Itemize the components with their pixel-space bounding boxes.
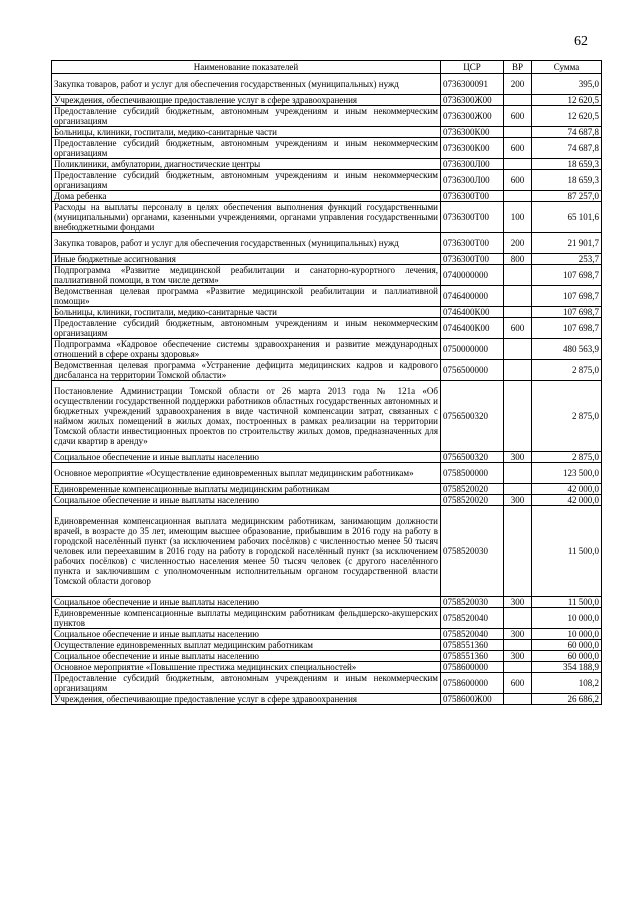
- row-name-cell: Единовременная компенсационная выплата медицинским работникам, занимающим должности врачей, в возрасте до 35 лет, имеющим высшее образование, прибывшим в 2016 году на работу в городской населённый пункт (за исключением рабочих посёлков) с численностью менее 50 тысяч человек или переехавшим в 2016 году на работу в городской населённый пункт (за исключением рабочих посёлков) с численностью населения менее 50 тысяч человек (с другого населённого пункта и заключившим с уполномоченным исполнительным органом государственной власти Томской области договор: [52, 506, 441, 597]
- header-name: Наименование показателей: [52, 61, 441, 74]
- table-row: [52, 106, 602, 127]
- row-name-cell: Социальное обеспечение и иные выплаты населению: [52, 495, 441, 506]
- row-sum-cell: 87 257,0: [532, 191, 602, 202]
- row-name-cell: Больницы, клиники, госпитали, медико-санитарные части: [52, 307, 441, 318]
- row-csr-cell: 0746400К00: [441, 318, 504, 339]
- row-vr-cell: 200: [504, 74, 532, 95]
- budget-table: [51, 60, 602, 705]
- table-row: [52, 95, 602, 106]
- row-sum-cell: 11 500,0: [532, 506, 602, 597]
- table-row: [52, 170, 602, 191]
- row-sum-cell: 107 698,7: [532, 286, 602, 307]
- row-sum-cell: 18 659,3: [532, 159, 602, 170]
- row-name-cell: Осуществление единовременных выплат медицинским работникам: [52, 640, 441, 651]
- row-sum-cell: 480 563,9: [532, 339, 602, 360]
- row-csr-cell: 0758520030: [441, 506, 504, 597]
- row-csr-cell: 0758600000: [441, 662, 504, 673]
- row-name-cell: Единовременные компенсационные выплаты медицинским работникам: [52, 484, 441, 495]
- row-sum-cell: 2 875,0: [532, 381, 602, 452]
- table-row: [52, 233, 602, 254]
- row-vr-cell: 600: [504, 138, 532, 159]
- row-vr-cell: [504, 95, 532, 106]
- table-row: [52, 673, 602, 694]
- table-row: [52, 307, 602, 318]
- row-sum-cell: 18 659,3: [532, 170, 602, 191]
- row-csr-cell: 0736300091: [441, 74, 504, 95]
- row-vr-cell: [504, 159, 532, 170]
- row-name-cell: Учреждения, обеспечивающие предоставление услуг в сфере здравоохранения: [52, 694, 441, 705]
- row-vr-cell: [504, 339, 532, 360]
- row-vr-cell: [504, 640, 532, 651]
- row-name-cell: Иные бюджетные ассигнования: [52, 254, 441, 265]
- row-csr-cell: 0758551360: [441, 651, 504, 662]
- row-name-cell: Закупка товаров, работ и услуг для обеспечения государственных (муниципальных) нужд: [52, 74, 441, 95]
- row-csr-cell: 0736300К00: [441, 127, 504, 138]
- row-name-cell: Поликлиники, амбулатории, диагностические центры: [52, 159, 441, 170]
- row-sum-cell: 26 686,2: [532, 694, 602, 705]
- row-name-cell: Постановление Администрации Томской области от 26 марта 2013 года № 121а «Об осуществлении государственной поддержки работников областных государственных автономных и бюджетных учреждений здравоохранения в виде частичной компенсации затрат, связанных с наймом жилых помещений в жилых домах, построенных в рамках реализации на территории Томской области инвестиционных проектов по строительству жилых домов, предназначенных для сдачи квартир в аренду»: [52, 381, 441, 452]
- row-sum-cell: 60 000,0: [532, 651, 602, 662]
- row-sum-cell: 10 000,0: [532, 629, 602, 640]
- row-vr-cell: [504, 381, 532, 452]
- row-sum-cell: 107 698,7: [532, 265, 602, 286]
- page-number: 62: [574, 34, 588, 49]
- row-sum-cell: 123 500,0: [532, 463, 602, 484]
- row-csr-cell: 0736300Т00: [441, 191, 504, 202]
- row-csr-cell: 0758520040: [441, 608, 504, 629]
- row-name-cell: Подпрограмма «Кадровое обеспечение системы здравоохранения и развитие международных отношений в сфере охраны здоровья»: [52, 339, 441, 360]
- row-csr-cell: 0736300Л00: [441, 170, 504, 191]
- row-name-cell: Социальное обеспечение и иные выплаты населению: [52, 597, 441, 608]
- row-csr-cell: 0758520020: [441, 484, 504, 495]
- row-csr-cell: 0736300Ж00: [441, 106, 504, 127]
- row-csr-cell: 0736300Т00: [441, 202, 504, 233]
- table-row: [52, 360, 602, 381]
- row-vr-cell: [504, 506, 532, 597]
- row-vr-cell: [504, 694, 532, 705]
- row-csr-cell: 0736300Т00: [441, 233, 504, 254]
- row-name-cell: Ведомственная целевая программа «Развитие медицинской реабилитации и паллиативной помощи»: [52, 286, 441, 307]
- row-name-cell: Социальное обеспечение и иные выплаты населению: [52, 452, 441, 463]
- header-csr: ЦСР: [441, 61, 504, 74]
- table-row: [52, 339, 602, 360]
- row-vr-cell: 300: [504, 597, 532, 608]
- row-vr-cell: [504, 286, 532, 307]
- row-vr-cell: [504, 265, 532, 286]
- row-name-cell: Ведомственная целевая программа «Устранение дефицита медицинских кадров и кадрового дисбаланса на территории Томской области»: [52, 360, 441, 381]
- table-row: [52, 452, 602, 463]
- table-row: [52, 74, 602, 95]
- row-name-cell: Предоставление субсидий бюджетным, автономным учреждениям и иным некоммерческим организациям: [52, 106, 441, 127]
- row-vr-cell: 600: [504, 318, 532, 339]
- row-sum-cell: 108,2: [532, 673, 602, 694]
- row-vr-cell: [504, 608, 532, 629]
- table-row: [52, 484, 602, 495]
- row-name-cell: Предоставление субсидий бюджетным, автономным учреждениям и иным некоммерческим организациям: [52, 673, 441, 694]
- header-sum: Сумма: [532, 61, 602, 74]
- table-row: [52, 506, 602, 597]
- row-name-cell: Социальное обеспечение и иные выплаты населению: [52, 651, 441, 662]
- table-row: [52, 286, 602, 307]
- table-row: [52, 629, 602, 640]
- row-csr-cell: 0736300Л00: [441, 159, 504, 170]
- table-row: [52, 318, 602, 339]
- table-row: [52, 138, 602, 159]
- table-header-row: [52, 61, 602, 74]
- row-vr-cell: 800: [504, 254, 532, 265]
- row-sum-cell: 42 000,0: [532, 484, 602, 495]
- row-sum-cell: 354 188,9: [532, 662, 602, 673]
- table-row: [52, 254, 602, 265]
- row-sum-cell: 10 000,0: [532, 608, 602, 629]
- table-row: [52, 597, 602, 608]
- table-row: [52, 694, 602, 705]
- row-name-cell: Предоставление субсидий бюджетным, автономным учреждениям и иным некоммерческим организациям: [52, 318, 441, 339]
- row-vr-cell: 600: [504, 106, 532, 127]
- row-vr-cell: 300: [504, 452, 532, 463]
- row-csr-cell: 0736300К00: [441, 138, 504, 159]
- row-name-cell: Расходы на выплаты персоналу в целях обеспечения выполнения функций государственными (муниципальными) органами, казенными учреждениями, органами управления государственными внебюджетными фондами: [52, 202, 441, 233]
- row-sum-cell: 2 875,0: [532, 452, 602, 463]
- row-sum-cell: 65 101,6: [532, 202, 602, 233]
- row-csr-cell: 0736300Т00: [441, 254, 504, 265]
- row-vr-cell: 600: [504, 170, 532, 191]
- row-name-cell: Основное мероприятие «Повышение престижа медицинских специальностей»: [52, 662, 441, 673]
- table-row: [52, 191, 602, 202]
- table-row: [52, 640, 602, 651]
- row-csr-cell: 0758520040: [441, 629, 504, 640]
- table-row: [52, 159, 602, 170]
- row-sum-cell: 11 500,0: [532, 597, 602, 608]
- row-name-cell: Дома ребенка: [52, 191, 441, 202]
- row-csr-cell: 0758520020: [441, 495, 504, 506]
- row-sum-cell: 107 698,7: [532, 307, 602, 318]
- row-vr-cell: [504, 662, 532, 673]
- row-sum-cell: 21 901,7: [532, 233, 602, 254]
- row-sum-cell: 395,0: [532, 74, 602, 95]
- header-vr: ВР: [504, 61, 532, 74]
- row-name-cell: Подпрограмма «Развитие медицинской реабилитации и санаторно-курортного лечения, паллиативной помощи, в том числе детям»: [52, 265, 441, 286]
- row-csr-cell: 0740000000: [441, 265, 504, 286]
- row-name-cell: Единовременные компенсационные выплаты медицинским работникам фельдшерско-акушерских пунктов: [52, 608, 441, 629]
- row-name-cell: Учреждения, обеспечивающие предоставление услуг в сфере здравоохранения: [52, 95, 441, 106]
- row-vr-cell: [504, 484, 532, 495]
- row-csr-cell: 0750000000: [441, 339, 504, 360]
- row-vr-cell: [504, 127, 532, 138]
- table-row: [52, 381, 602, 452]
- row-name-cell: Предоставление субсидий бюджетным, автономным учреждениям и иным некоммерческим организациям: [52, 170, 441, 191]
- table-row: [52, 662, 602, 673]
- row-sum-cell: 60 000,0: [532, 640, 602, 651]
- row-vr-cell: 600: [504, 673, 532, 694]
- row-csr-cell: 0758500000: [441, 463, 504, 484]
- row-csr-cell: 0736300Ж00: [441, 95, 504, 106]
- row-vr-cell: 300: [504, 495, 532, 506]
- row-sum-cell: 107 698,7: [532, 318, 602, 339]
- row-sum-cell: 74 687,8: [532, 127, 602, 138]
- row-csr-cell: 0756500320: [441, 452, 504, 463]
- row-vr-cell: [504, 463, 532, 484]
- row-vr-cell: [504, 191, 532, 202]
- row-sum-cell: 12 620,5: [532, 95, 602, 106]
- row-csr-cell: 0758520030: [441, 597, 504, 608]
- table-row: [52, 495, 602, 506]
- row-csr-cell: 0758600Ж00: [441, 694, 504, 705]
- table-row: [52, 463, 602, 484]
- table-row: [52, 127, 602, 138]
- row-name-cell: Основное мероприятие «Осуществление единовременных выплат медицинским работникам»: [52, 463, 441, 484]
- row-vr-cell: [504, 360, 532, 381]
- table-row: [52, 608, 602, 629]
- row-name-cell: Социальное обеспечение и иные выплаты населению: [52, 629, 441, 640]
- row-csr-cell: 0746400000: [441, 286, 504, 307]
- row-vr-cell: [504, 307, 532, 318]
- row-csr-cell: 0756500320: [441, 381, 504, 452]
- table-row: [52, 651, 602, 662]
- row-name-cell: Закупка товаров, работ и услуг для обеспечения государственных (муниципальных) нужд: [52, 233, 441, 254]
- row-vr-cell: 100: [504, 202, 532, 233]
- row-sum-cell: 74 687,8: [532, 138, 602, 159]
- row-name-cell: Предоставление субсидий бюджетным, автономным учреждениям и иным некоммерческим организациям: [52, 138, 441, 159]
- row-sum-cell: 12 620,5: [532, 106, 602, 127]
- row-vr-cell: 300: [504, 629, 532, 640]
- table-row: [52, 265, 602, 286]
- row-vr-cell: 200: [504, 233, 532, 254]
- table-body: [52, 74, 602, 705]
- row-csr-cell: 0758551360: [441, 640, 504, 651]
- row-sum-cell: 2 875,0: [532, 360, 602, 381]
- table-row: [52, 202, 602, 233]
- row-csr-cell: 0758600000: [441, 673, 504, 694]
- row-name-cell: Больницы, клиники, госпитали, медико-санитарные части: [52, 127, 441, 138]
- row-csr-cell: 0746400К00: [441, 307, 504, 318]
- row-vr-cell: 300: [504, 651, 532, 662]
- row-csr-cell: 0756500000: [441, 360, 504, 381]
- row-sum-cell: 42 000,0: [532, 495, 602, 506]
- row-sum-cell: 253,7: [532, 254, 602, 265]
